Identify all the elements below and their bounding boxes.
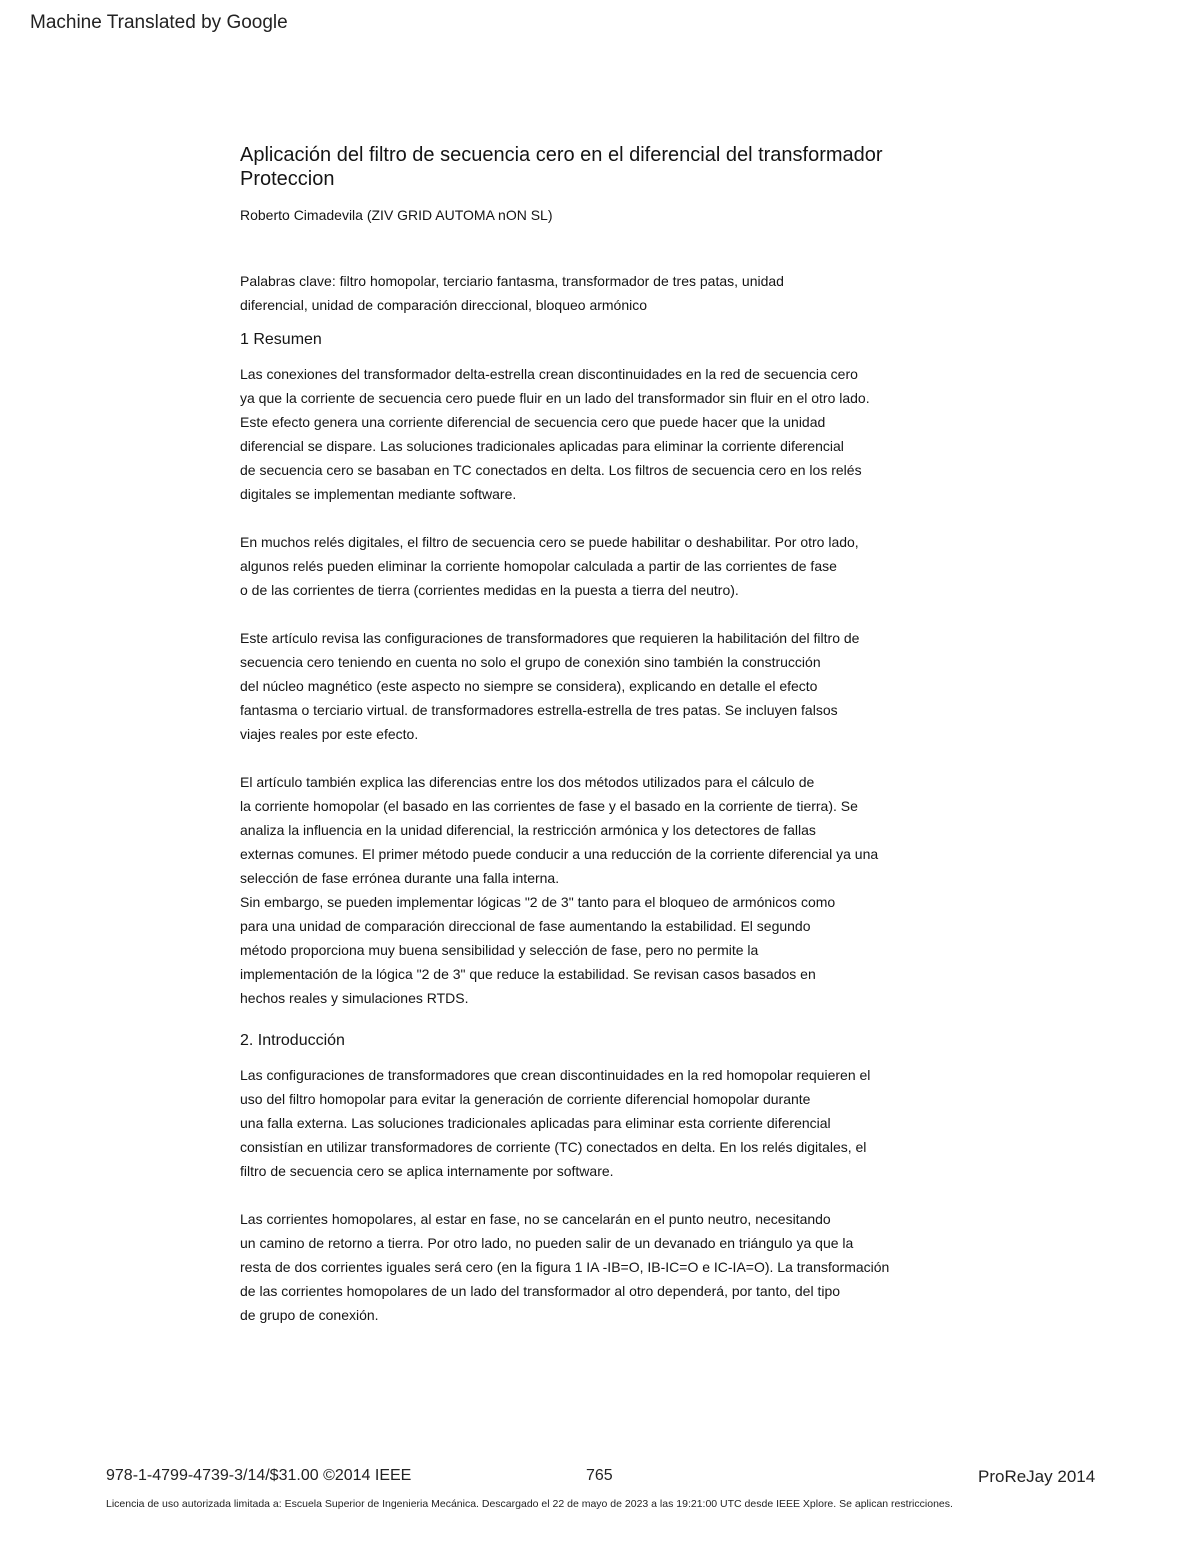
text-line: diferencial se dispare. Las soluciones tradicionales aplicadas para eliminar la corriente diferencial <box>240 438 844 454</box>
text-line: Sin embargo, se pueden implementar lógicas "2 de 3" tanto para el bloqueo de armónicos como <box>240 894 836 910</box>
paper-content <box>240 143 1000 1327</box>
text-line: analiza la influencia en la unidad diferencial, la restricción armónica y los detectores de fallas <box>240 822 816 838</box>
keywords-line: diferencial, unidad de comparación direccional, bloqueo armónico <box>240 297 648 313</box>
text-line: un camino de retorno a tierra. Por otro lado, no pueden salir de un devanado en triángulo ya que la <box>240 1235 854 1251</box>
title-line: Proteccion <box>240 168 335 190</box>
text-line: digitales se implementan mediante software. <box>240 486 517 502</box>
text-line: para una unidad de comparación direccional de fase aumentando la estabilidad. El segundo <box>240 918 811 934</box>
footer-isbn: 978-1-4799-4739-3/14/$31.00 ©2014 IEEE <box>106 1467 412 1484</box>
text-line: del núcleo magnético (este aspecto no siempre se considera), explicando en detalle el efecto <box>240 678 818 694</box>
text-line: o de las corrientes de tierra (corrientes medidas en la puesta a tierra del neutro). <box>240 582 739 598</box>
text-line: externas comunes. El primer método puede conducir a una reducción de la corriente diferencial ya una <box>240 846 879 862</box>
text-line: Este artículo revisa las configuraciones de transformadores que requieren la habilitación del filtro de <box>240 630 860 646</box>
text-line: ya que la corriente de secuencia cero puede fluir en un lado del transformador sin fluir en el otro lado. <box>240 390 870 406</box>
text-line: resta de dos corrientes iguales será cero (en la figura 1 IA -IB=O, IB-IC=O e IC-IA=O). La transformación <box>240 1259 890 1275</box>
keywords-line: Palabras clave: filtro homopolar, terciario fantasma, transformador de tres patas, unidad <box>240 273 784 289</box>
text-line: El artículo también explica las diferencias entre los dos métodos utilizados para el cálculo de <box>240 774 815 790</box>
text-line: Las conexiones del transformador delta-estrella crean discontinuidades en la red de secuencia cero <box>240 366 858 382</box>
text-line: En muchos relés digitales, el filtro de secuencia cero se puede habilitar o deshabilitar. Por otro lado, <box>240 534 859 550</box>
paper-authors: Roberto Cimadevila (ZIV GRID AUTOMA nON SL) <box>240 207 553 223</box>
text-line: de las corrientes homopolares de un lado del transformador al otro dependerá, por tanto, del tipo <box>240 1283 841 1299</box>
text-line: de secuencia cero se basaban en TC conectados en delta. Los filtros de secuencia cero en los relés <box>240 462 862 478</box>
text-line: uso del filtro homopolar para evitar la generación de corriente diferencial homopolar durante <box>240 1091 811 1107</box>
text-line: la corriente homopolar (el basado en las corrientes de fase y el basado en la corriente de tierra). Se <box>240 798 858 814</box>
text-line: secuencia cero teniendo en cuenta no solo el grupo de conexión sino también la construcción <box>240 654 821 670</box>
section-heading-introduccion: 2. Introducción <box>240 1032 345 1049</box>
text-line: selección de fase errónea durante una falla interna. <box>240 870 560 886</box>
text-line: hechos reales y simulaciones RTDS. <box>240 990 469 1006</box>
paragraph-gap <box>240 506 1000 530</box>
text-line: Las configuraciones de transformadores que crean discontinuidades en la red homopolar requieren el <box>240 1067 871 1083</box>
paper-title <box>240 143 1000 191</box>
paragraph-gap <box>240 602 1000 626</box>
text-line: consistían en utilizar transformadores de corriente (TC) conectados en delta. En los relés digitales, el <box>240 1139 867 1155</box>
text-line: Este efecto genera una corriente diferencial de secuencia cero que puede hacer que la unidad <box>240 414 826 430</box>
text-line: de grupo de conexión. <box>240 1307 379 1323</box>
section-body-resumen <box>240 362 1000 1010</box>
text-line: algunos relés pueden eliminar la corriente homopolar calculada a partir de las corrientes de fase <box>240 558 837 574</box>
page-number: 765 <box>586 1467 613 1484</box>
text-line: Las corrientes homopolares, al estar en fase, no se cancelarán en el punto neutro, necesitando <box>240 1211 831 1227</box>
text-line: implementación de la lógica "2 de 3" que reduce la estabilidad. Se revisan casos basados en <box>240 966 816 982</box>
text-line: viajes reales por este efecto. <box>240 726 419 742</box>
machine-translation-banner: Machine Translated by Google <box>30 12 288 33</box>
license-notice: Licencia de uso autorizada limitada a: Escuela Superior de Ingenieria Mecánica. Descargado el 22 de mayo de 2023 a las 19:21:00 UTC desde IEEE Xplore. Se aplican restricciones. <box>106 1498 953 1510</box>
title-line: Aplicación del filtro de secuencia cero en el diferencial del transformador <box>240 144 883 166</box>
section-heading-resumen: 1 Resumen <box>240 331 322 348</box>
text-line: filtro de secuencia cero se aplica internamente por software. <box>240 1163 614 1179</box>
paragraph-gap <box>240 1183 1000 1207</box>
text-line: método proporciona muy buena sensibilidad y selección de fase, pero no permite la <box>240 942 759 958</box>
paragraph-gap <box>240 746 1000 770</box>
text-line: una falla externa. Las soluciones tradicionales aplicadas para eliminar esta corriente diferencial <box>240 1115 831 1131</box>
text-line: fantasma o terciario virtual. de transformadores estrella-estrella de tres patas. Se incluyen falsos <box>240 702 838 718</box>
section-body-introduccion <box>240 1063 1000 1327</box>
keywords <box>240 269 1000 317</box>
footer-conference: ProReJay 2014 <box>978 1467 1096 1486</box>
